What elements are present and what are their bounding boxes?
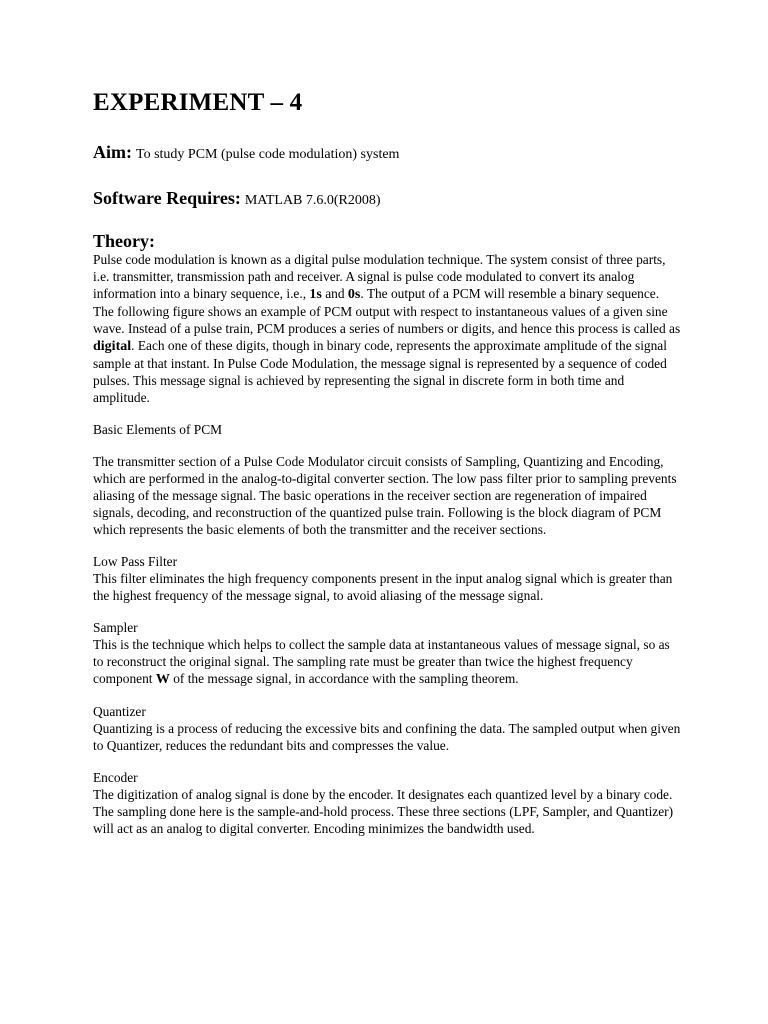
lpf-title: Low Pass Filter — [93, 554, 178, 569]
lpf-paragraph: This filter eliminates the high frequency components present in the input analog signal which is greater than the highest frequency of the message signal, to avoid aliasing of the message signal. — [93, 571, 673, 603]
basic-elements-paragraph: The transmitter section of a Pulse Code Modulator circuit consists of Sampling, Quantizing and Encoding, which are performed in the analog-to-digital converter section. The low pass filter prior to sampling prevents aliasing of the message signal. The basic operations in the receiver section are regeneration of impaired signals, decoding, and reconstruction of the quantized pulse train. Following is the block diagram of PCM which represents the basic elements of both the transmitter and the receiver sections. — [93, 454, 677, 537]
theory-paragraph: Pulse code modulation is known as a digital pulse modulation technique. The system consist of three parts, i.e. transmitter, transmission path and receiver. A signal is pulse code modulated to convert its analog information into a binary sequence, i.e., 1s and 0s. The output of a PCM will resemble a binary sequence. The following figure shows an example of PCM output with respect to instantaneous values of a given sine wave. Instead of a pulse train, PCM produces a series of numbers or digits, and hence this process is called as digital. Each one of these digits, though in binary code, represents the approximate amplitude of the signal sample at that instant. In Pulse Code Modulation, the message signal is represented by a sequence of coded pulses. This message signal is achieved by representing the signal in discrete form in both time and amplitude. — [93, 252, 681, 405]
aim-row — [93, 140, 683, 167]
encoder-title: Encoder — [93, 770, 138, 785]
sampler-title: Sampler — [93, 620, 138, 635]
sampler-paragraph: This is the technique which helps to collect the sample data at instantaneous values of message signal, so as to reconstruct the original signal. The sampling rate must be greater than twice the highest frequency component W of the message signal, in accordance with the sampling theorem. — [93, 637, 670, 687]
aim-text: To study PCM (pulse code modulation) system — [136, 147, 400, 162]
experiment-title: EXPERIMENT – 4 — [93, 89, 303, 116]
software-row — [93, 186, 683, 213]
basic-elements-title: Basic Elements of PCM — [93, 422, 223, 437]
document-page — [93, 88, 683, 837]
quantizer-title: Quantizer — [93, 704, 146, 719]
quantizer-paragraph: Quantizing is a process of reducing the excessive bits and confining the data. The sampled output when given to Quantizer, reduces the redundant bits and compresses the value. — [93, 721, 681, 753]
encoder-paragraph: The digitization of analog signal is done by the encoder. It designates each quantized level by a binary code. The sampling done here is the sample-and-hold process. These three sections (LPF, Sampler, and Quantizer) will act as an analog to digital converter. Encoding minimizes the bandwidth used. — [93, 787, 674, 836]
aim-label: Aim: — [93, 142, 132, 162]
software-label: Software Requires: — [93, 188, 241, 208]
software-text: MATLAB 7.6.0(R2008) — [244, 193, 381, 208]
theory-heading: Theory: — [93, 231, 155, 251]
